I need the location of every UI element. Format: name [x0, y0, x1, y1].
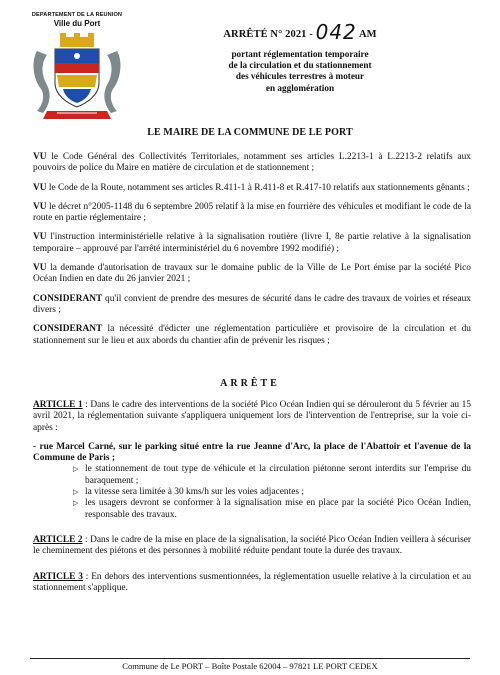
department-label: DEPARTEMENT DE LA REUNION — [31, 12, 123, 18]
subject-line: des véhicules terrestres à moteur — [235, 71, 365, 82]
arrow-bullet-icon: ▷ — [73, 499, 79, 508]
arrete-prefix: ARRÊTÉ N° 2021 - — [223, 29, 313, 40]
bullet-text: le stationnement de tout type de véhicule et la circulation piétonne seront interdits sur l'emprise du baraquement ; — [85, 464, 471, 486]
article-2 — [33, 535, 471, 558]
arrete-number-handwritten: 042 — [315, 20, 357, 44]
article-3 — [33, 572, 471, 595]
arrow-bullet-icon: ▷ — [73, 488, 79, 497]
visa-lead: VU — [33, 182, 47, 193]
article-2-label: ARTICLE 2 — [33, 534, 83, 545]
visa-text: le Code Général des Collectivités Territoriales, notamment ses articles L.2213-1 à L.2213-2 relatifs aux pouvoirs de police du Maire en matière de circulation et de stationnement ; — [33, 152, 471, 174]
considerant-text: la nécessité d'édicter une réglementation particulière et provisoire de la circulation et du stationnement sur le lieu et aux abords du chantier afin de prévenir les risques ; — [33, 324, 471, 346]
article-1-text: : Dans le cadre des interventions de la société Pico Océan Indien qui se dérouleront du 5 février au 15 avril 2021, la réglementation suivante s'appliquera uniquement lors de l'intervention de l'entreprise, sur la voie ci-après : — [33, 400, 471, 433]
arrete-heading: ARRÊTE — [220, 378, 280, 389]
article-1-label: ARTICLE 1 — [33, 400, 83, 410]
visa-text: le décret n°2005-1148 du 6 septembre 2005 relatif à la mise en fourrière des véhicules et modifiant le code de la route en partie réglementaire ; — [33, 201, 471, 224]
maire-heading: LE MAIRE DE LA COMMUNE DE LE PORT — [147, 127, 353, 138]
visa-lead: VU — [33, 152, 47, 162]
visa-lead: VU — [33, 201, 47, 212]
arrete-suffix: AM — [358, 29, 377, 40]
bullet-text: la vitesse sera limitée à 30 kms/h sur les voies adjacentes ; — [85, 487, 304, 498]
visa-paragraph — [33, 152, 471, 175]
visa-paragraph — [33, 202, 471, 225]
visa-paragraph — [33, 183, 471, 194]
considerant-paragraph — [33, 324, 471, 347]
city-header — [22, 12, 132, 123]
bullet-text: les usagers devront se conformer à la signalisation mise en place par la société Pico Océan Indien, responsable des travaux. — [85, 498, 471, 520]
visa-paragraph — [33, 232, 471, 255]
arrete-number-line — [170, 20, 430, 44]
list-item — [73, 464, 471, 487]
subject-line: en agglomération — [265, 82, 335, 93]
list-item — [73, 487, 471, 498]
article-1-location: - rue Marcel Carné, sur le parking situé entre la rue Jeanne d'Arc, la place de l'Abattoir et l'avenue de la Commune de Paris ; — [33, 441, 471, 464]
considerant-lead: CONSIDERANT — [33, 293, 103, 304]
arrow-bullet-icon: ▷ — [73, 465, 79, 474]
visa-lead: VU — [33, 263, 47, 274]
visa-text: la demande d'autorisation de travaux sur le domaine public de la Ville de Le Port émise par la société Pico Océan Indien en date du 26 janvier 2021 ; — [33, 263, 471, 285]
article-1-bullets — [33, 464, 471, 520]
article-3-label: ARTICLE 3 — [33, 571, 83, 582]
footer-divider — [30, 658, 470, 659]
subject-line: de la circulation et du stationnement — [228, 60, 372, 71]
visa-lead: VU — [33, 232, 47, 243]
visa-paragraph — [33, 263, 471, 286]
visas-section — [33, 152, 471, 347]
city-coat-of-arms-icon — [27, 31, 127, 123]
list-item — [73, 498, 471, 521]
arrete-subject — [170, 49, 430, 94]
subject-line: portant réglementation temporaire — [231, 49, 369, 59]
visa-text: le Code de la Route, notamment ses articles R.411-1 à R.411-8 et R.417-10 relatifs aux stationnements gênants ; — [46, 182, 470, 193]
considerant-paragraph — [33, 294, 471, 317]
considerant-text: qu'il convient de prendre des mesures de sécurité dans le cadre des travaux de voiries et réseaux divers ; — [33, 293, 471, 315]
visa-text: l'instruction interministérielle relative à la signalisation routière (livre I, 8e partie relative à la signalisation temporaire – approuvé par l'arrêté interministériel du 6 novembre 1992 modifié) ; — [33, 232, 471, 254]
arrete-title-block — [170, 20, 430, 94]
city-label: Ville du Port — [53, 19, 101, 28]
articles-section — [33, 400, 471, 594]
article-2-text: : Dans le cadre de la mise en place de la signalisation, la société Pico Océan Indien veillera à sécuriser le cheminement des piétons et des personnes à mobilité réduite pendant toute la durée des travaux. — [33, 534, 471, 557]
article-3-text: : En dehors des interventions susmentionnées, la réglementation usuelle relative à la circulation et au stationnement s'applique. — [33, 571, 472, 593]
considerant-lead: CONSIDERANT — [33, 324, 103, 335]
footer-address: Commune de Le PORT – Boîte Postale 62004 – 97821 LE PORT CEDEX — [122, 661, 378, 671]
article-1 — [33, 400, 471, 434]
